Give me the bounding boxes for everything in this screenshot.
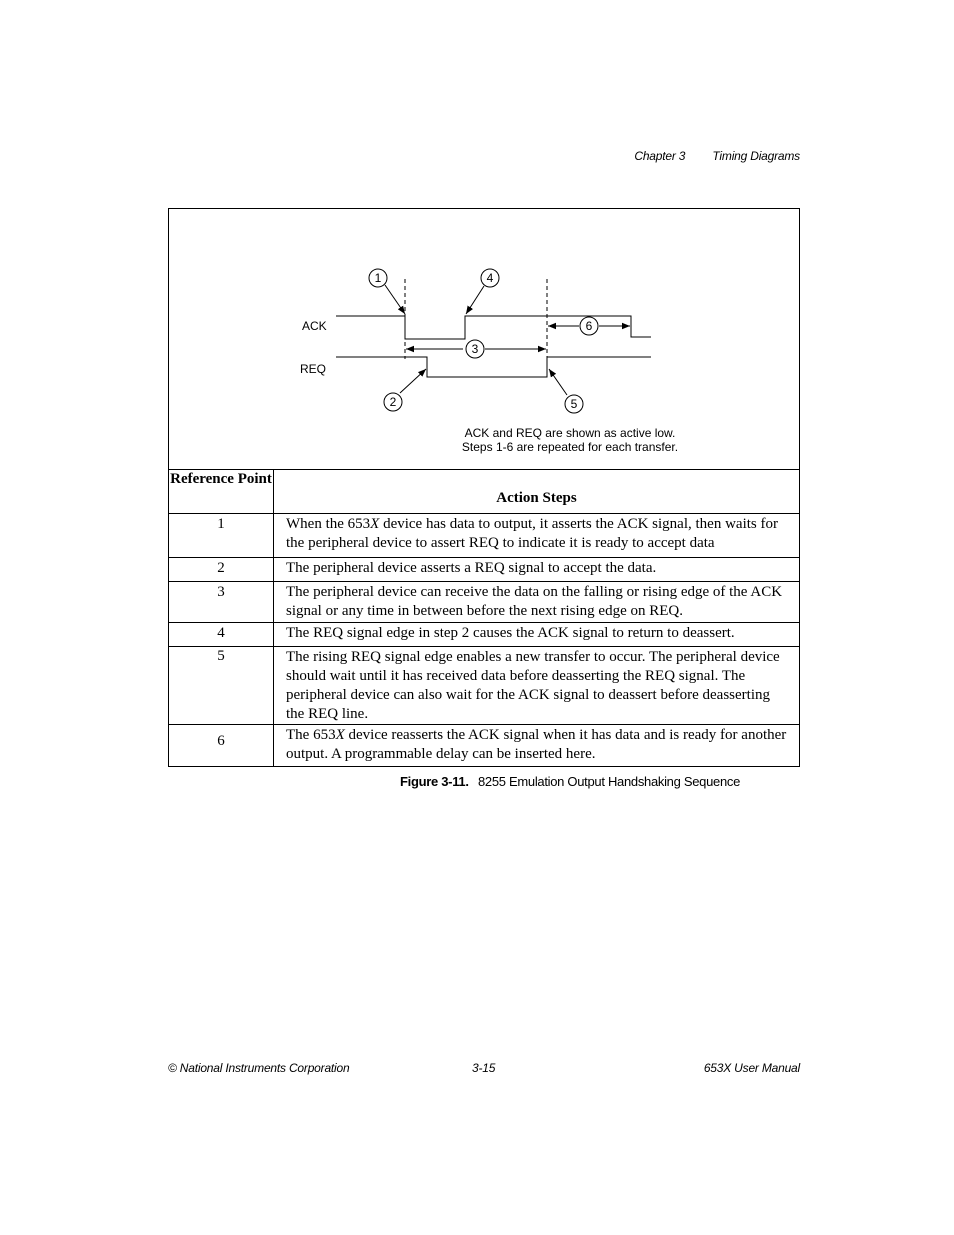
reference-point-cell: 5: [169, 647, 274, 725]
callout-5-leader: [549, 369, 567, 395]
table-row: [169, 725, 799, 766]
action-text-continued: device has data to output, it asserts the ACK signal, then waits for the peripheral device to assert REQ to indicate it is ready to accept data: [286, 516, 778, 551]
action-step-cell: [274, 647, 800, 725]
reference-point-cell: 3: [169, 582, 274, 623]
action-text-variable: X: [335, 727, 345, 743]
req-label: REQ: [300, 362, 327, 376]
req-waveform: [336, 357, 651, 377]
action-step-cell: [274, 582, 800, 623]
action-text: The 653: [286, 727, 336, 743]
action-steps-table: [169, 469, 799, 766]
action-text: The REQ signal edge in step 2 causes the ACK signal to return to deassert.: [286, 625, 735, 641]
footer-copyright: © National Instruments Corporation: [168, 1061, 350, 1075]
reference-point-cell: 4: [169, 623, 274, 647]
section-title: Timing Diagrams: [712, 149, 800, 163]
callout-2-leader: [400, 369, 426, 393]
callout-3-label: 3: [471, 342, 479, 356]
figure-title: 8255 Emulation Output Handshaking Sequence: [477, 774, 741, 789]
callout-2-label: 2: [389, 395, 397, 409]
figure-caption: [400, 774, 740, 789]
table-row: [169, 558, 799, 582]
action-steps-header: Action Steps: [274, 470, 800, 514]
callout-5: [565, 395, 583, 413]
reference-point-cell: 1: [169, 514, 274, 558]
callout-4-leader: [466, 286, 484, 314]
table-row: [169, 623, 799, 647]
figure-number: Figure 3-11.: [400, 774, 469, 789]
page-header: [634, 149, 800, 163]
figure-box: [168, 208, 800, 767]
action-text: When the 653: [286, 516, 371, 532]
action-text-continued: device reasserts the ACK signal when it has data and is ready for another output. A programmable delay can be inserted here.: [286, 727, 787, 762]
reference-point-cell: 2: [169, 558, 274, 582]
callout-4: [481, 269, 499, 287]
callout-1-leader: [385, 285, 405, 314]
reference-point-cell: 6: [169, 725, 274, 766]
footer-page-number: 3-15: [472, 1061, 496, 1075]
reference-point-header: Reference Point: [169, 470, 274, 514]
action-text: The peripheral device asserts a REQ signal to accept the data.: [286, 560, 657, 576]
action-step-cell: [274, 725, 800, 766]
callout-1-label: 1: [374, 271, 382, 285]
note-line-2: Steps 1-6 are repeated for each transfer.: [461, 440, 679, 454]
timing-diagram: [169, 209, 799, 469]
callout-1: [369, 269, 387, 287]
ack-label: ACK: [302, 319, 327, 333]
diagram-note: [439, 426, 701, 454]
table-row: [169, 582, 799, 623]
callout-6-label: 6: [585, 319, 593, 333]
table-header-row: [169, 470, 799, 514]
action-step-cell: [274, 623, 800, 647]
action-step-cell: [274, 558, 800, 582]
callout-2: [384, 393, 402, 411]
note-line-1: ACK and REQ are shown as active low.: [464, 426, 676, 440]
callout-4-label: 4: [486, 271, 494, 285]
callout-3: [466, 340, 484, 358]
table-row: [169, 647, 799, 725]
action-step-cell: [274, 514, 800, 558]
action-text: The peripheral device can receive the data on the falling or rising edge of the ACK signal or any time in between before the next rising edge on REQ.: [286, 584, 783, 619]
table-row: [169, 514, 799, 558]
action-text-variable: X: [370, 516, 380, 532]
action-text: The rising REQ signal edge enables a new transfer to occur. The peripheral device should wait until it has received data before deasserting the REQ signal. The peripheral device can also wait for the ACK signal to deassert before deasserting the REQ line.: [286, 649, 780, 722]
chapter-label: Chapter 3: [634, 149, 686, 163]
footer-manual-title: 653X User Manual: [703, 1061, 800, 1075]
ack-waveform: [336, 316, 651, 339]
callout-6: [580, 317, 598, 335]
callout-5-label: 5: [570, 397, 578, 411]
